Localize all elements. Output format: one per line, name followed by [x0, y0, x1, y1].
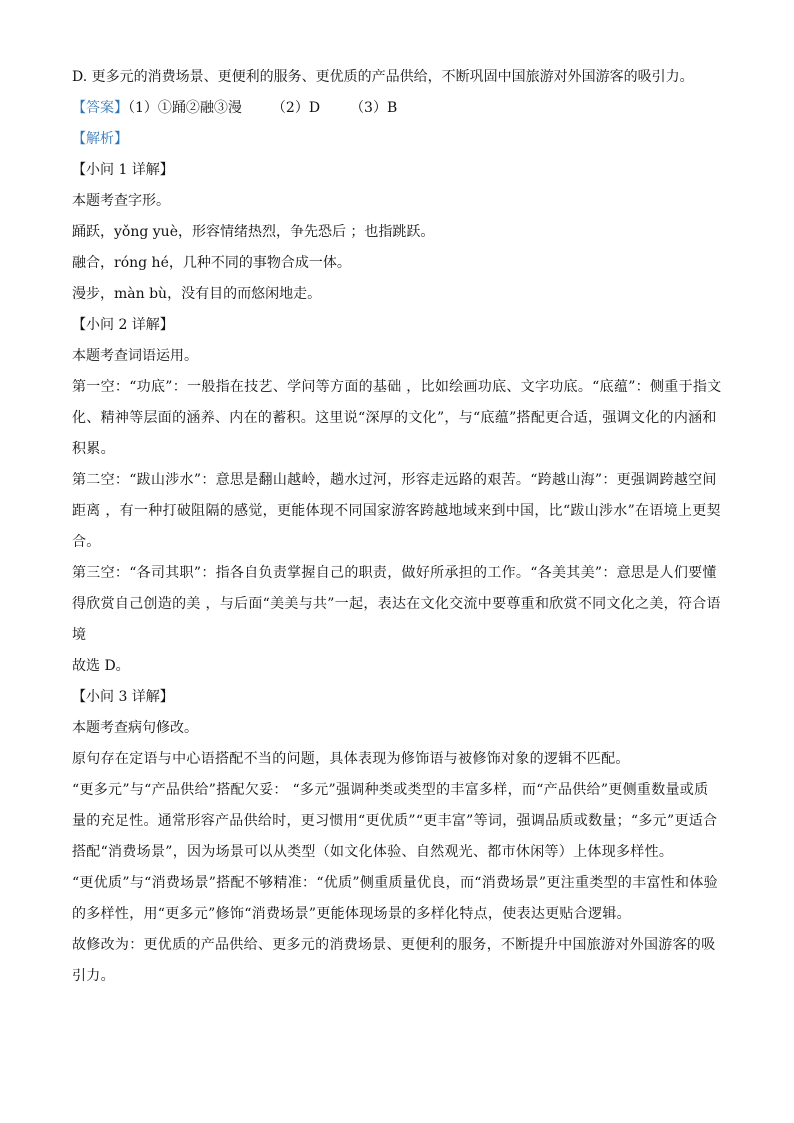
- q2-paragraph-1: 第一空：“功底”：一般指在技艺、学问等方面的基础 ，比如绘画功底、文字功底。“底蕴”：侧重于指文化、精神等层面的涵养、内在的蓄积。这里说“深厚的文化”，与“底蕴”搭配更合适，强调文化的内涵和积累。: [72, 379, 722, 457]
- option-d: D. 更多元的消费场景、更便利的服务、更优质的产品供给，不断巩固中国旅游对外国游客的吸引力。: [72, 69, 694, 85]
- q2-paragraph-2: 第二空：“跋山涉水”：意思是翻山越岭，趟水过河，形容走远路的艰苦。“跨越山海”：更强调跨越空间距离 ，有一种打破阻隔的感觉，更能体现不同国家游客跨越地域来到中国，比“跋山涉水”在语境上更契合。: [72, 472, 721, 550]
- q1-intro: 本题考查字形。: [72, 193, 170, 209]
- q2-conclusion: 故选 D。: [72, 658, 130, 674]
- q3-paragraph-3: “更优质”与“消费场景”搭配不够精准：“优质”侧重质量优良，而“消费场景”更注重类型的丰富性和体验的多样性，用“更多元”修饰“消费场景”更能体现场景的多样化特点，使表达更贴合逻辑。: [72, 875, 718, 922]
- answer-tag: 【答案】: [72, 100, 128, 116]
- q2-intro: 本题考查词语运用。: [72, 348, 198, 364]
- q3-paragraph-4: 故修改为：更优质的产品供给、更多元的消费场景、更便利的服务，不断提升中国旅游对外国游客的吸引力。: [72, 937, 716, 984]
- q3-heading: 【小问 3 详解】: [72, 689, 174, 705]
- answer-line: [72, 93, 722, 124]
- q2-heading: 【小问 2 详解】: [72, 317, 174, 333]
- q1-heading: 【小问 1 详解】: [72, 162, 174, 178]
- q3-paragraph-2: “更多元”与“产品供给”搭配欠妥： “多元”强调种类或类型的丰富多样，而“产品供给”更侧重数量或质量的充足性。通常形容产品供给时，更习惯用“更优质”“更丰富”等词，强调品质或数量；“多元”更适合搭配“消费场景”，因为场景可以从类型（如文化体验、自然观光、都市休闲等）上体现多样性。: [72, 782, 718, 860]
- q2-paragraph-3: 第三空：“各司其职”：指各自负责掌握自己的职责，做好所承担的工作。“各美其美”：意思是人们要懂得欣赏自己创造的美 ，与后面“美美与共”一起，表达在文化交流中要尊重和欣赏不同文化之美，符合语境: [72, 565, 721, 643]
- analysis-tag: 【解析】: [72, 131, 128, 147]
- answer-3: （3）B: [350, 100, 398, 116]
- q3-intro: 本题考查病句修改。: [72, 720, 198, 736]
- document-page: [72, 62, 722, 992]
- q1-line-3: 漫步，màn bù，没有目的而悠闲地走。: [72, 286, 322, 302]
- answer-2: （2）D: [271, 100, 321, 116]
- answer-1: （1）①踊②融③漫: [128, 100, 242, 116]
- q1-line-1: 踊跃，yǒng yuè，形容情绪热烈，争先恐后 ；也指跳跃。: [72, 224, 435, 240]
- q1-line-2: 融合，róng hé，几种不同的事物合成一体。: [72, 255, 351, 271]
- q3-paragraph-1: 原句存在定语与中心语搭配不当的问题，具体表现为修饰语与被修饰对象的逻辑不匹配。: [72, 751, 630, 767]
